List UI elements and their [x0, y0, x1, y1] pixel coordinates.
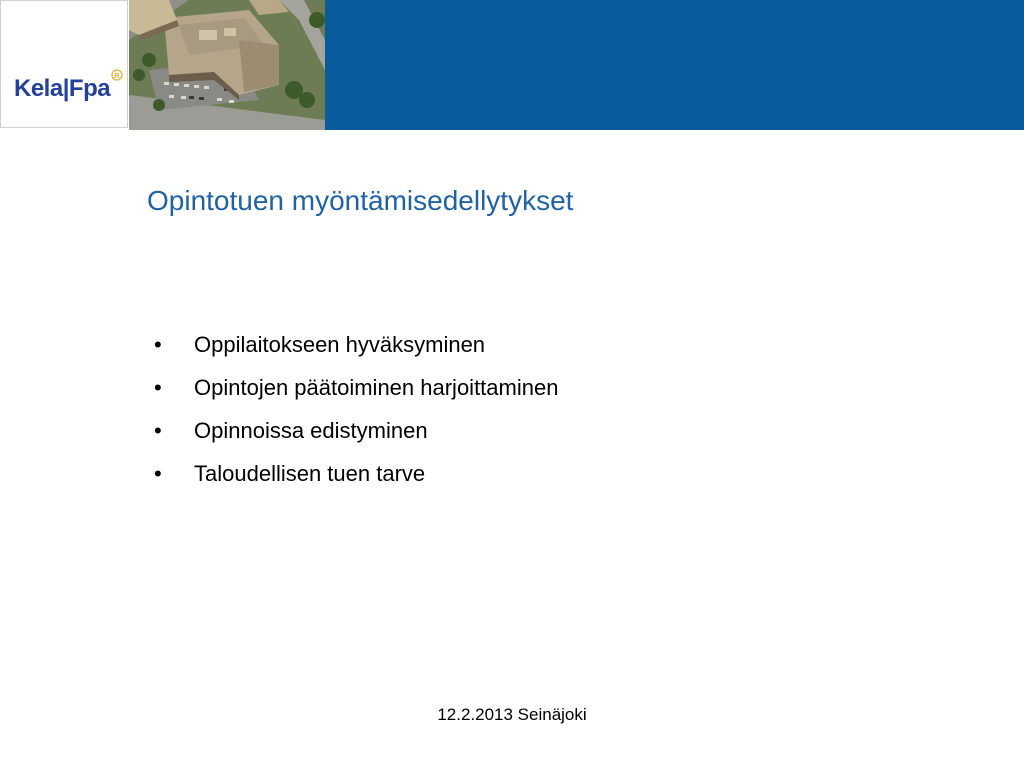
- bullet-icon: •: [154, 418, 162, 443]
- slide-title: Opintotuen myöntämisedellytykset: [147, 185, 574, 216]
- building-aerial-photo-icon: [129, 0, 325, 130]
- logo-text: Kela|Fpa: [14, 75, 111, 102]
- slide-header: [0, 0, 1024, 130]
- bullet-icon: •: [154, 375, 162, 400]
- bullet-text: Oppilaitokseen hyväksyminen: [194, 332, 486, 357]
- bullet-icon: •: [154, 461, 162, 486]
- bullet-text: Opintojen päätoiminen harjoittaminen: [194, 375, 559, 400]
- bullet-text: Opinnoissa edistyminen: [194, 418, 428, 443]
- bullet-text: Taloudellisen tuen tarve: [194, 461, 426, 486]
- footer-date-location: 12.2.2013 Seinäjoki: [437, 705, 587, 724]
- svg-text:R: R: [114, 70, 120, 80]
- registered-mark-icon: [111, 69, 123, 81]
- header-band: [325, 0, 1024, 130]
- bullet-icon: •: [154, 332, 162, 357]
- kela-logo: [0, 0, 128, 128]
